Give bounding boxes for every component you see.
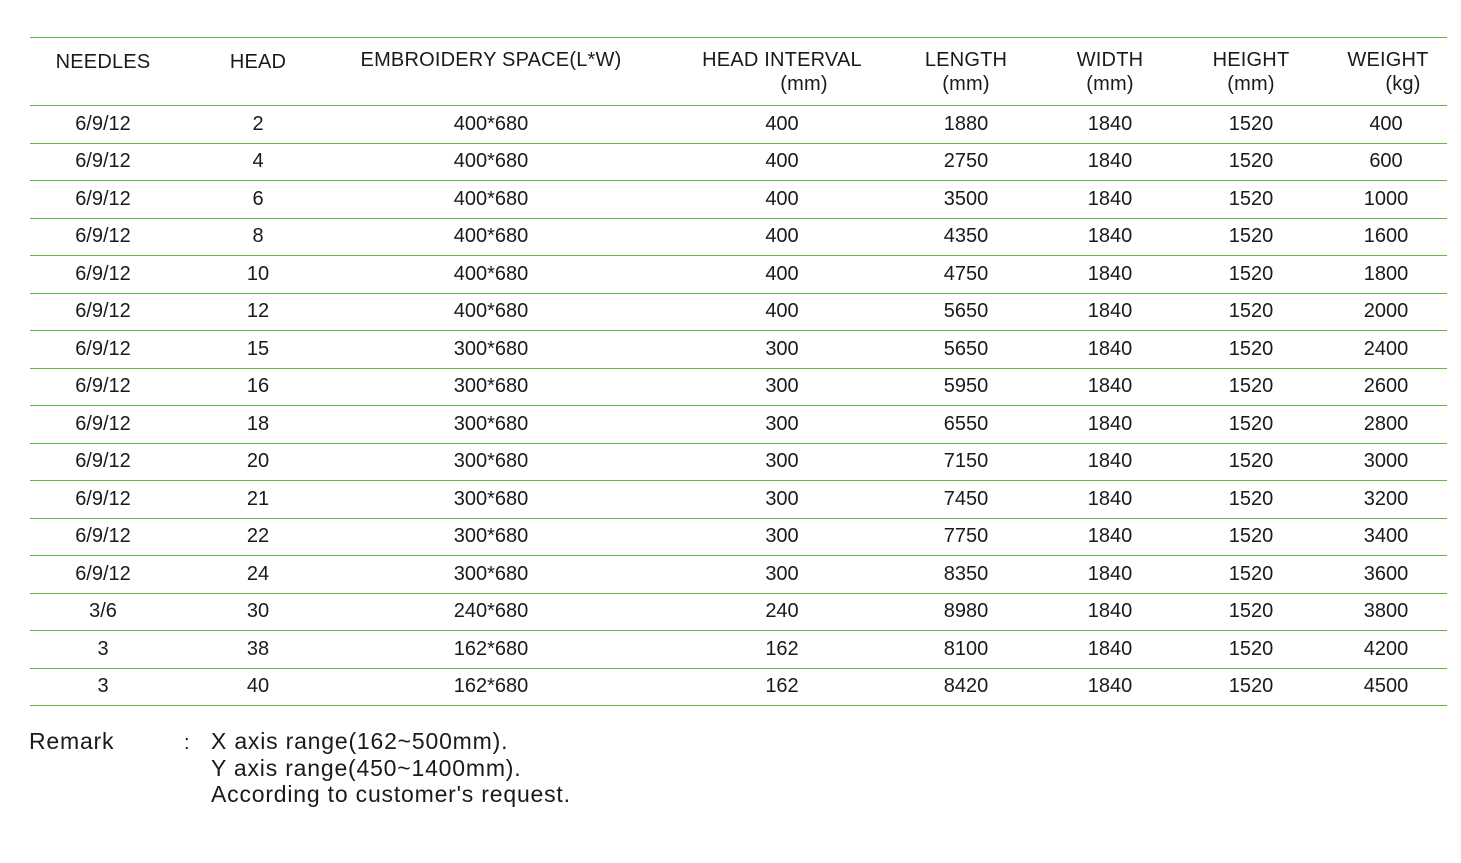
cell-width: 1840 [1087, 450, 1133, 473]
cell-embroidery-space: 300*680 [453, 562, 529, 585]
cell-needles: 6/9/12 [75, 262, 131, 285]
cell-weight: 2400 [1363, 337, 1409, 360]
cell-head: 22 [246, 525, 270, 548]
cell-width: 1840 [1087, 300, 1133, 323]
cell-weight: 3000 [1363, 450, 1409, 473]
table-row [30, 294, 1447, 332]
cell-embroidery-space: 400*680 [453, 112, 529, 135]
cell-width: 1840 [1087, 225, 1133, 248]
cell-weight: 2000 [1363, 300, 1409, 323]
table-row [30, 444, 1447, 482]
cell-needles: 6/9/12 [75, 412, 131, 435]
header-width-unit: (mm) [1086, 73, 1134, 95]
cell-height: 1520 [1228, 562, 1274, 585]
table-row [30, 631, 1447, 669]
table-row [30, 256, 1447, 294]
cell-head-interval: 400 [765, 187, 799, 210]
cell-length: 5950 [943, 375, 989, 398]
cell-embroidery-space: 400*680 [453, 300, 529, 323]
cell-head-interval: 300 [765, 412, 799, 435]
cell-weight: 3600 [1363, 562, 1409, 585]
cell-weight: 2800 [1363, 412, 1409, 435]
table-row [30, 669, 1447, 707]
cell-needles: 3/6 [89, 600, 117, 623]
header-length [906, 48, 1026, 96]
cell-embroidery-space: 300*680 [453, 525, 529, 548]
cell-head-interval: 400 [765, 225, 799, 248]
remark-line-y-axis: Y axis range(450~1400mm). [211, 754, 522, 781]
cell-needles: 6/9/12 [75, 300, 131, 323]
table-row [30, 369, 1447, 407]
header-head-interval [690, 48, 874, 96]
cell-head-interval: 300 [765, 375, 799, 398]
cell-head-interval: 300 [765, 525, 799, 548]
cell-embroidery-space: 162*680 [453, 675, 529, 698]
header-weight-label: WEIGHT [1347, 49, 1429, 71]
cell-head: 18 [246, 412, 270, 435]
cell-needles: 3 [97, 637, 109, 660]
cell-length: 3500 [943, 187, 989, 210]
cell-weight: 2600 [1363, 375, 1409, 398]
cell-height: 1520 [1228, 112, 1274, 135]
cell-length: 5650 [943, 337, 989, 360]
table-row [30, 144, 1447, 182]
cell-head: 6 [252, 187, 264, 210]
cell-weight: 4500 [1363, 675, 1409, 698]
header-head-interval-label: HEAD INTERVAL [702, 49, 862, 71]
cell-length: 1880 [943, 112, 989, 135]
cell-height: 1520 [1228, 225, 1274, 248]
cell-width: 1840 [1087, 600, 1133, 623]
cell-length: 8100 [943, 637, 989, 660]
cell-width: 1840 [1087, 525, 1133, 548]
cell-needles: 3 [97, 675, 109, 698]
cell-height: 1520 [1228, 150, 1274, 173]
remark-line-customer: According to customer's request. [211, 781, 571, 807]
cell-height: 1520 [1228, 262, 1274, 285]
cell-height: 1520 [1228, 337, 1274, 360]
cell-length: 8420 [943, 675, 989, 698]
cell-embroidery-space: 240*680 [453, 600, 529, 623]
cell-head-interval: 300 [765, 450, 799, 473]
cell-embroidery-space: 300*680 [453, 487, 529, 510]
remark-lines [211, 728, 571, 808]
table-row [30, 406, 1447, 444]
cell-head: 12 [246, 300, 270, 323]
cell-width: 1840 [1087, 675, 1133, 698]
cell-embroidery-space: 162*680 [453, 637, 529, 660]
cell-length: 4750 [943, 262, 989, 285]
table-row [30, 556, 1447, 594]
cell-head: 4 [252, 150, 264, 173]
cell-needles: 6/9/12 [75, 150, 131, 173]
cell-needles: 6/9/12 [75, 112, 131, 135]
cell-needles: 6/9/12 [75, 450, 131, 473]
header-head-label: HEAD [229, 51, 287, 73]
header-needles [30, 50, 176, 74]
header-weight-unit: (kg) [1385, 73, 1421, 95]
cell-height: 1520 [1228, 412, 1274, 435]
cell-needles: 6/9/12 [75, 337, 131, 360]
header-height [1190, 48, 1312, 96]
header-height-unit: (mm) [1227, 73, 1275, 95]
cell-head-interval: 400 [765, 262, 799, 285]
table-row [30, 331, 1447, 369]
cell-weight: 1000 [1363, 187, 1409, 210]
cell-height: 1520 [1228, 525, 1274, 548]
header-needles-label: NEEDLES [55, 51, 151, 73]
cell-length: 8350 [943, 562, 989, 585]
cell-needles: 6/9/12 [75, 375, 131, 398]
cell-length: 5650 [943, 300, 989, 323]
cell-embroidery-space: 300*680 [453, 375, 529, 398]
cell-weight: 1600 [1363, 225, 1409, 248]
cell-weight: 4200 [1363, 637, 1409, 660]
cell-width: 1840 [1087, 150, 1133, 173]
cell-width: 1840 [1087, 112, 1133, 135]
cell-needles: 6/9/12 [75, 487, 131, 510]
table-row [30, 219, 1447, 257]
header-length-label: LENGTH [924, 49, 1008, 71]
cell-length: 6550 [943, 412, 989, 435]
cell-needles: 6/9/12 [75, 562, 131, 585]
remark-label: Remark [29, 728, 115, 754]
cell-needles: 6/9/12 [75, 187, 131, 210]
cell-head-interval: 240 [765, 600, 799, 623]
cell-head: 38 [246, 637, 270, 660]
cell-head: 40 [246, 675, 270, 698]
table-header [30, 37, 1447, 106]
cell-length: 7450 [943, 487, 989, 510]
cell-head: 8 [252, 225, 264, 248]
cell-embroidery-space: 400*680 [453, 262, 529, 285]
cell-weight: 3200 [1363, 487, 1409, 510]
cell-height: 1520 [1228, 637, 1274, 660]
cell-weight: 3400 [1363, 525, 1409, 548]
cell-needles: 6/9/12 [75, 225, 131, 248]
cell-width: 1840 [1087, 487, 1133, 510]
header-width-label: WIDTH [1076, 49, 1144, 71]
cell-width: 1840 [1087, 412, 1133, 435]
cell-head-interval: 400 [765, 112, 799, 135]
cell-head: 21 [246, 487, 270, 510]
cell-head: 10 [246, 262, 270, 285]
header-head-interval-unit: (mm) [780, 73, 828, 95]
cell-width: 1840 [1087, 187, 1133, 210]
cell-width: 1840 [1087, 337, 1133, 360]
cell-head-interval: 300 [765, 562, 799, 585]
cell-head: 24 [246, 562, 270, 585]
cell-head: 16 [246, 375, 270, 398]
cell-length: 2750 [943, 150, 989, 173]
cell-embroidery-space: 300*680 [453, 412, 529, 435]
cell-embroidery-space: 300*680 [453, 450, 529, 473]
cell-head-interval: 400 [765, 150, 799, 173]
cell-weight: 1800 [1363, 262, 1409, 285]
header-head [192, 50, 324, 74]
remark-line-x-axis: X axis range(162~500mm). [211, 728, 509, 754]
cell-width: 1840 [1087, 375, 1133, 398]
cell-embroidery-space: 400*680 [453, 225, 529, 248]
cell-embroidery-space: 400*680 [453, 150, 529, 173]
cell-height: 1520 [1228, 375, 1274, 398]
cell-head-interval: 300 [765, 337, 799, 360]
cell-length: 8980 [943, 600, 989, 623]
cell-head-interval: 400 [765, 300, 799, 323]
cell-head: 2 [252, 112, 264, 135]
cell-embroidery-space: 400*680 [453, 187, 529, 210]
cell-height: 1520 [1228, 450, 1274, 473]
cell-weight: 400 [1369, 112, 1403, 135]
spec-table [30, 37, 1447, 706]
remark-colon: : [184, 732, 191, 754]
table-row [30, 106, 1447, 144]
header-embroidery-space [332, 48, 650, 72]
cell-height: 1520 [1228, 300, 1274, 323]
cell-weight: 3800 [1363, 600, 1409, 623]
cell-length: 4350 [943, 225, 989, 248]
header-embroidery-space-label: EMBROIDERY SPACE(L*W) [360, 49, 622, 71]
cell-weight: 600 [1369, 150, 1403, 173]
cell-needles: 6/9/12 [75, 525, 131, 548]
cell-width: 1840 [1087, 562, 1133, 585]
cell-height: 1520 [1228, 487, 1274, 510]
table-row [30, 519, 1447, 557]
cell-head-interval: 162 [765, 675, 799, 698]
cell-width: 1840 [1087, 637, 1133, 660]
cell-length: 7750 [943, 525, 989, 548]
cell-length: 7150 [943, 450, 989, 473]
header-height-label: HEIGHT [1212, 49, 1290, 71]
cell-head: 20 [246, 450, 270, 473]
cell-head: 30 [246, 600, 270, 623]
header-length-unit: (mm) [942, 73, 990, 95]
cell-head: 15 [246, 337, 270, 360]
table-row [30, 594, 1447, 632]
cell-head-interval: 162 [765, 637, 799, 660]
cell-width: 1840 [1087, 262, 1133, 285]
cell-height: 1520 [1228, 675, 1274, 698]
cell-head-interval: 300 [765, 487, 799, 510]
header-width [1050, 48, 1170, 96]
cell-embroidery-space: 300*680 [453, 337, 529, 360]
cell-height: 1520 [1228, 600, 1274, 623]
table-row [30, 481, 1447, 519]
cell-height: 1520 [1228, 187, 1274, 210]
table-body [30, 106, 1447, 706]
header-weight [1326, 48, 1450, 96]
table-row [30, 181, 1447, 219]
